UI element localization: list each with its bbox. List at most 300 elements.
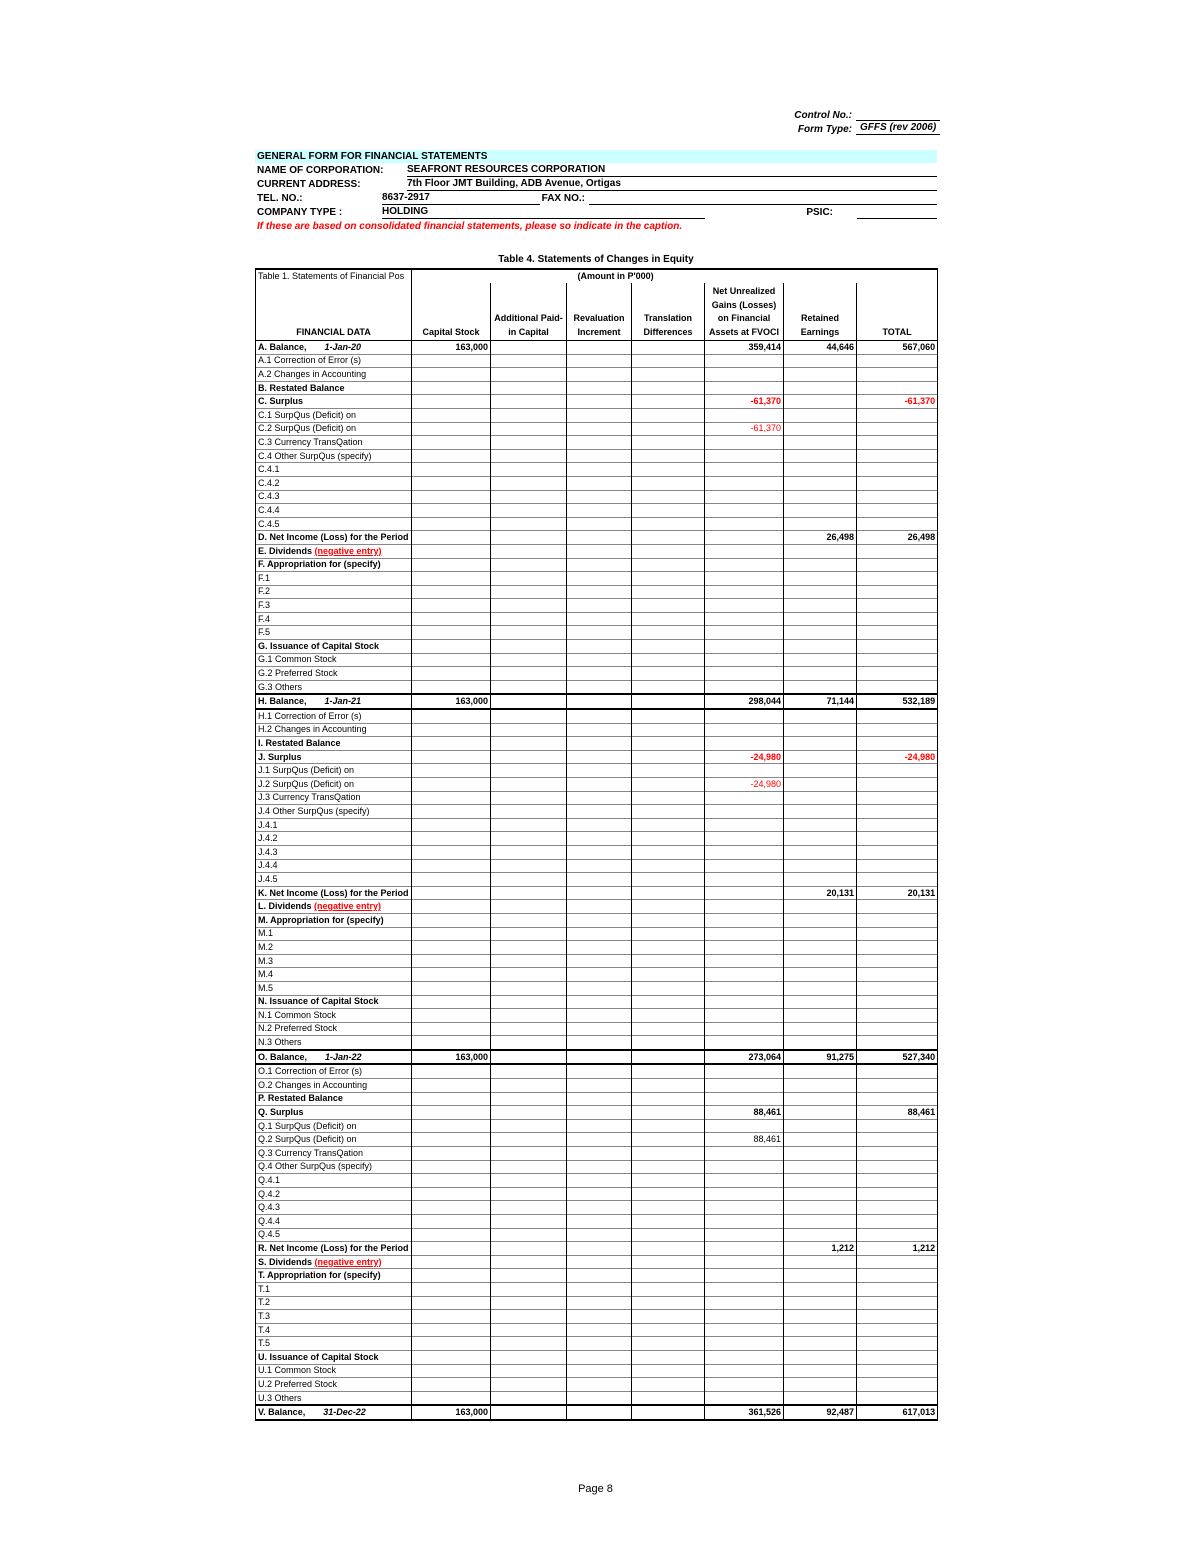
row-label: Q.4.1 [258, 1175, 281, 1186]
table-row [256, 1323, 938, 1337]
row-label-cell [256, 1036, 412, 1050]
row-label: F.1 [258, 572, 271, 583]
value-cell [567, 463, 632, 477]
row-label-cell [256, 1160, 412, 1174]
value-cell [705, 791, 784, 805]
value-cell [632, 612, 705, 626]
value-cell [567, 805, 632, 819]
value-cell: 92,487 [784, 1405, 857, 1420]
value-cell [784, 1378, 857, 1392]
value-cell [705, 1119, 784, 1133]
table-row [256, 954, 938, 968]
value-cell [784, 680, 857, 694]
value-cell [857, 737, 938, 751]
value-cell [784, 764, 857, 778]
value-cell [567, 832, 632, 846]
value-cell [412, 585, 491, 599]
value-cell [491, 941, 567, 955]
value-cell [784, 422, 857, 436]
value-cell [567, 1255, 632, 1269]
value-cell [705, 476, 784, 490]
value-cell [784, 653, 857, 667]
value-cell [705, 1269, 784, 1283]
row-label: A.1 Correction of Error (s) [258, 355, 362, 366]
value-cell [857, 653, 938, 667]
table-row [256, 640, 938, 654]
address-value: 7th Floor JMT Building, ADB Avenue, Ortigas [407, 178, 937, 191]
value-cell [491, 354, 567, 368]
table-row [256, 1310, 938, 1324]
value-cell [412, 900, 491, 914]
value-cell [567, 667, 632, 681]
value-cell [632, 750, 705, 764]
value-cell [567, 626, 632, 640]
value-cell [857, 599, 938, 613]
row-label: O. Balance, [258, 1051, 308, 1062]
value-cell [784, 791, 857, 805]
value-cell [412, 1228, 491, 1242]
value-cell [857, 1064, 938, 1078]
value-cell [567, 968, 632, 982]
value-cell [632, 723, 705, 737]
value-cell [857, 368, 938, 382]
value-cell [412, 667, 491, 681]
value-cell [705, 354, 784, 368]
value-cell [784, 900, 857, 914]
row-label-cell [256, 1405, 412, 1420]
row-label: T.4 [258, 1324, 271, 1335]
value-cell [491, 1215, 567, 1229]
value-cell [784, 1092, 857, 1106]
value-cell [784, 1215, 857, 1229]
value-cell [784, 709, 857, 723]
value-cell [491, 1092, 567, 1106]
value-cell [784, 572, 857, 586]
row-label: D. Net Income (Loss) for the Period [258, 532, 409, 543]
value-cell [412, 995, 491, 1009]
value-cell: 71,144 [784, 694, 857, 709]
row-label: A. Balance, [258, 341, 307, 352]
value-cell [632, 1160, 705, 1174]
row-label-cell [256, 422, 412, 436]
value-cell [567, 381, 632, 395]
col-header-financial-data: FINANCIAL DATA [256, 283, 412, 341]
value-cell [705, 626, 784, 640]
row-label-cell [256, 778, 412, 792]
value-cell [857, 709, 938, 723]
value-cell [705, 1079, 784, 1093]
value-cell [784, 395, 857, 409]
value-cell [491, 737, 567, 751]
value-cell [857, 723, 938, 737]
value-cell [705, 1009, 784, 1023]
value-cell [491, 845, 567, 859]
value-cell [491, 1269, 567, 1283]
value-cell [632, 818, 705, 832]
row-label: J.4.2 [258, 833, 278, 844]
row-label-cell [256, 626, 412, 640]
value-cell [491, 490, 567, 504]
table-row [256, 1119, 938, 1133]
col-header-capital-stock: Capital Stock [412, 283, 491, 341]
value-cell [491, 572, 567, 586]
value-cell: 20,131 [857, 886, 938, 900]
table-row [256, 1009, 938, 1023]
psic-label: PSIC: [806, 207, 833, 218]
value-cell [705, 900, 784, 914]
value-cell [784, 1187, 857, 1201]
row-label-cell [256, 941, 412, 955]
value-cell [857, 805, 938, 819]
value-cell [567, 1242, 632, 1256]
value-cell [491, 764, 567, 778]
value-cell [412, 1269, 491, 1283]
value-cell [784, 1106, 857, 1120]
value-cell [491, 436, 567, 450]
row-label: J.4.5 [258, 873, 278, 884]
value-cell [491, 805, 567, 819]
row-label: Q. Surplus [258, 1107, 304, 1118]
value-cell [784, 1064, 857, 1078]
negative-entry-note: (negative entry) [314, 1256, 382, 1267]
value-cell [632, 968, 705, 982]
value-cell [412, 504, 491, 518]
table-row [256, 463, 938, 477]
value-cell [705, 737, 784, 751]
col-header-retained-earnings: Retained Earnings [784, 283, 857, 341]
value-cell [857, 1187, 938, 1201]
row-label-cell [256, 449, 412, 463]
row-label: I. Restated Balance [258, 738, 341, 749]
value-cell [705, 463, 784, 477]
row-label-cell [256, 845, 412, 859]
value-cell [784, 927, 857, 941]
table-row [256, 694, 938, 709]
value-cell [857, 436, 938, 450]
control-no-value [856, 108, 940, 121]
value-cell: 163,000 [412, 694, 491, 709]
value-cell: 1,212 [857, 1242, 938, 1256]
table-row [256, 778, 938, 792]
form-banner: GENERAL FORM FOR FINANCIAL STATEMENTS [255, 150, 937, 163]
value-cell [784, 1337, 857, 1351]
value-cell [705, 764, 784, 778]
value-cell [412, 476, 491, 490]
value-cell [857, 558, 938, 572]
value-cell: 26,498 [857, 531, 938, 545]
value-cell [705, 1323, 784, 1337]
value-cell [857, 1174, 938, 1188]
row-label-cell [256, 504, 412, 518]
value-cell [857, 572, 938, 586]
value-cell [784, 1009, 857, 1023]
value-cell [491, 544, 567, 558]
value-cell [632, 1282, 705, 1296]
value-cell [412, 1350, 491, 1364]
row-label: J.4.3 [258, 846, 278, 857]
changes-in-equity-table [255, 268, 938, 1421]
table-row [256, 517, 938, 531]
value-cell [705, 981, 784, 995]
value-cell [857, 913, 938, 927]
row-label-cell [256, 1147, 412, 1161]
table-row [256, 995, 938, 1009]
value-cell [412, 381, 491, 395]
value-cell [784, 941, 857, 955]
value-cell [784, 517, 857, 531]
table-row [256, 1036, 938, 1050]
value-cell [491, 913, 567, 927]
row-label-cell [256, 791, 412, 805]
table-row [256, 941, 938, 955]
value-cell [784, 723, 857, 737]
table-title: Table 4. Statements of Changes in Equity [498, 254, 694, 265]
row-label: V. Balance, [258, 1407, 306, 1418]
value-cell [705, 1064, 784, 1078]
value-cell [705, 723, 784, 737]
value-cell [632, 368, 705, 382]
value-cell [632, 694, 705, 709]
value-cell [412, 1119, 491, 1133]
value-cell [784, 1364, 857, 1378]
value-cell [412, 1378, 491, 1392]
value-cell [567, 680, 632, 694]
row-label: T.3 [258, 1310, 271, 1321]
value-cell [412, 723, 491, 737]
value-cell [567, 1092, 632, 1106]
value-cell [857, 449, 938, 463]
value-cell [567, 504, 632, 518]
row-label-cell [256, 1201, 412, 1215]
row-label-cell [256, 750, 412, 764]
value-cell [491, 886, 567, 900]
value-cell [784, 463, 857, 477]
row-label: C.4.3 [258, 491, 280, 502]
row-label-cell [256, 737, 412, 751]
value-cell [705, 1160, 784, 1174]
table-row [256, 449, 938, 463]
value-cell [705, 709, 784, 723]
value-cell [567, 1147, 632, 1161]
value-cell [412, 873, 491, 887]
value-cell [567, 422, 632, 436]
row-label-cell [256, 517, 412, 531]
row-label-cell [256, 572, 412, 586]
value-cell [632, 1092, 705, 1106]
value-cell [784, 381, 857, 395]
value-cell [784, 1269, 857, 1283]
row-label: H.2 Changes in Accounting [258, 724, 367, 735]
value-cell [632, 1242, 705, 1256]
row-label-cell [256, 709, 412, 723]
table-row [256, 873, 938, 887]
value-cell: 163,000 [412, 341, 491, 355]
value-cell [632, 476, 705, 490]
value-cell [857, 927, 938, 941]
value-cell [567, 599, 632, 613]
value-cell: -61,370 [857, 395, 938, 409]
value-cell: 88,461 [857, 1106, 938, 1120]
value-cell [491, 612, 567, 626]
value-cell [705, 517, 784, 531]
value-cell [491, 640, 567, 654]
value-cell [705, 1228, 784, 1242]
value-cell [705, 1092, 784, 1106]
row-label: T.1 [258, 1283, 271, 1294]
value-cell [857, 381, 938, 395]
value-cell [412, 1064, 491, 1078]
value-cell [784, 968, 857, 982]
value-cell: 44,646 [784, 341, 857, 355]
row-label: Q.4.4 [258, 1215, 281, 1226]
value-cell [857, 1350, 938, 1364]
row-label-cell [256, 341, 412, 355]
table-row [256, 1255, 938, 1269]
row-label-cell [256, 1269, 412, 1283]
value-cell [491, 1296, 567, 1310]
table-row [256, 1242, 938, 1256]
value-cell [705, 680, 784, 694]
value-cell [632, 1119, 705, 1133]
value-cell [412, 558, 491, 572]
value-cell [567, 1391, 632, 1405]
value-cell [412, 764, 491, 778]
value-cell [567, 859, 632, 873]
value-cell [857, 1022, 938, 1036]
value-cell [784, 778, 857, 792]
corporation-name-value: SEAFRONT RESOURCES CORPORATION [407, 164, 937, 177]
value-cell [857, 1296, 938, 1310]
value-cell: -24,980 [705, 750, 784, 764]
value-cell [784, 1323, 857, 1337]
value-cell [784, 818, 857, 832]
row-label: M. Appropriation for (specify) [258, 914, 384, 925]
row-label-cell [256, 886, 412, 900]
value-cell [491, 1391, 567, 1405]
value-cell [632, 1310, 705, 1324]
value-cell [705, 368, 784, 382]
table-row [256, 900, 938, 914]
table-row [256, 1364, 938, 1378]
value-cell [491, 1282, 567, 1296]
row-label: N.1 Common Stock [258, 1009, 337, 1020]
row-label-cell [256, 723, 412, 737]
value-cell [491, 968, 567, 982]
value-cell [705, 1282, 784, 1296]
value-cell [632, 531, 705, 545]
value-cell [412, 1133, 491, 1147]
table-row [256, 341, 938, 355]
value-cell [412, 612, 491, 626]
value-cell [784, 436, 857, 450]
value-cell [857, 778, 938, 792]
value-cell [857, 680, 938, 694]
row-date: 1-Jan-20 [324, 341, 362, 352]
value-cell [491, 791, 567, 805]
table-row [256, 1201, 938, 1215]
row-label: Q.1 SurpQus (Deficit) on [258, 1120, 357, 1131]
value-cell [412, 1215, 491, 1229]
value-cell [491, 873, 567, 887]
table-row [256, 1092, 938, 1106]
row-label: A.2 Changes in Accounting [258, 368, 367, 379]
value-cell [857, 1391, 938, 1405]
value-cell [632, 341, 705, 355]
row-date: 1-Jan-22 [325, 1051, 362, 1062]
value-cell [491, 694, 567, 709]
value-cell [705, 1310, 784, 1324]
value-cell [784, 1228, 857, 1242]
value-cell [857, 1378, 938, 1392]
row-label: F. Appropriation for (specify) [258, 559, 381, 570]
value-cell [567, 778, 632, 792]
value-cell [857, 954, 938, 968]
value-cell [632, 900, 705, 914]
value-cell [632, 1391, 705, 1405]
row-label-cell [256, 1106, 412, 1120]
value-cell: 88,461 [705, 1133, 784, 1147]
value-cell [705, 504, 784, 518]
value-cell [632, 1337, 705, 1351]
value-cell [567, 1337, 632, 1351]
table-row [256, 490, 938, 504]
value-cell [412, 818, 491, 832]
value-cell [412, 544, 491, 558]
value-cell [784, 845, 857, 859]
value-cell [491, 1036, 567, 1050]
value-cell [705, 845, 784, 859]
value-cell [632, 1009, 705, 1023]
value-cell [412, 680, 491, 694]
row-label: J. Surplus [258, 751, 302, 762]
value-cell [412, 1036, 491, 1050]
value-cell [784, 750, 857, 764]
value-cell [567, 1133, 632, 1147]
value-cell [632, 764, 705, 778]
row-label: J.2 SurpQus (Deficit) on [258, 778, 355, 789]
table-row [256, 750, 938, 764]
row-label-cell [256, 1296, 412, 1310]
value-cell [632, 791, 705, 805]
value-cell [412, 1391, 491, 1405]
value-cell [632, 599, 705, 613]
value-cell [567, 764, 632, 778]
value-cell [705, 1391, 784, 1405]
value-cell [567, 354, 632, 368]
value-cell [705, 490, 784, 504]
value-cell [567, 1350, 632, 1364]
row-label: C.4.4 [258, 504, 280, 515]
row-label: Q.4.2 [258, 1188, 281, 1199]
value-cell [412, 1079, 491, 1093]
value-cell [491, 599, 567, 613]
value-cell [705, 1036, 784, 1050]
table-row [256, 927, 938, 941]
value-cell [491, 778, 567, 792]
value-cell [632, 1079, 705, 1093]
table-row [256, 1187, 938, 1201]
value-cell [632, 886, 705, 900]
value-cell [632, 354, 705, 368]
tel-value: 8637-2917 [382, 192, 540, 205]
col-header-revaluation: Revaluation Increment [567, 283, 632, 341]
table-row [256, 653, 938, 667]
row-label: Q.4.5 [258, 1229, 281, 1240]
value-cell [491, 395, 567, 409]
value-cell [491, 558, 567, 572]
row-label: U.3 Others [258, 1392, 302, 1403]
value-cell [412, 778, 491, 792]
